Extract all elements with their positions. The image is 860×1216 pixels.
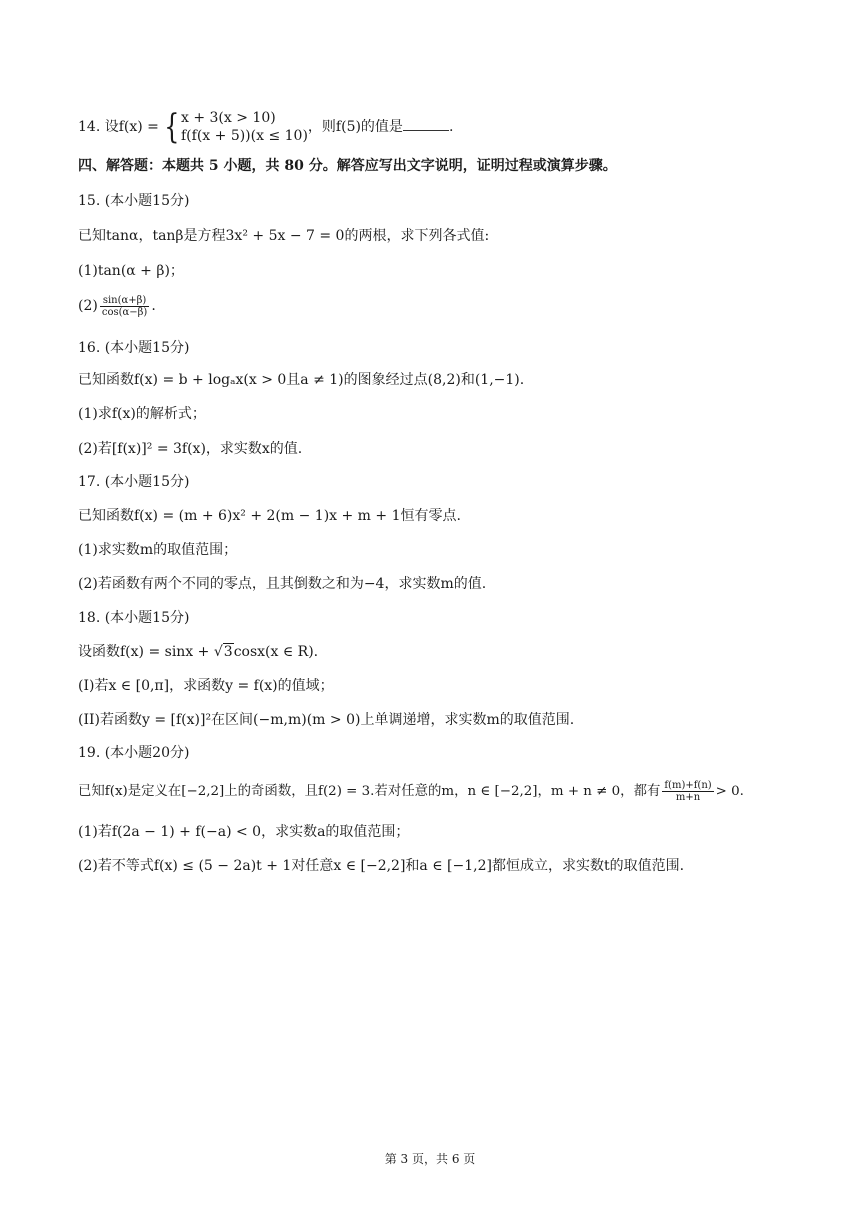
q19-header: 19. (本小题20分): [78, 745, 190, 761]
q14-prefix: 14. 设f(x) =: [78, 119, 164, 135]
q19-stem-suffix: > 0.: [715, 784, 744, 799]
q18-stem-suffix: cosx(x ∈ R).: [233, 644, 319, 660]
q14-end: .: [448, 119, 454, 135]
q15-stem: 已知tanα，tanβ是方程3x² + 5x − 7 = 0的两根，求下列各式值:: [78, 228, 490, 244]
q17-stem: 已知函数f(x) = (m + 6)x² + 2(m − 1)x + m + 1恒有零点.: [78, 508, 461, 524]
piecewise-case-1: x + 3(x > 10): [181, 110, 276, 126]
sqrt-radicand: 3: [223, 644, 233, 660]
q14-suffix: ，则f(5)的值是: [307, 119, 403, 135]
q19-stem: [78, 778, 744, 806]
fraction-numerator: f(m)+f(n): [664, 780, 712, 791]
q15-part-2-suffix: .: [151, 298, 156, 314]
q16-part-2: (2)若[f(x)]² = 3f(x)，求实数x的值.: [78, 441, 303, 457]
page-footer: 第 3 页，共 6 页: [384, 1152, 476, 1166]
section-heading: 四、解答题：本题共 5 小题，共 80 分。解答应写出文字说明，证明过程或演算步骤。: [78, 158, 617, 174]
piecewise-case-2: f(f(x + 5))(x ≤ 10): [181, 128, 308, 144]
q16-stem: 已知函数f(x) = b + logₐx(x > 0且a ≠ 1)的图象经过点(8,2)和(1,−1).: [78, 372, 525, 388]
q18-part-1: (I)若x ∈ [0,π]，求函数y = f(x)的值域；: [78, 678, 334, 694]
answer-blank: [403, 116, 449, 131]
q19-part-1: (1)若f(2a − 1) + f(−a) < 0，求实数a的取值范围；: [78, 824, 410, 840]
q16-part-1: (1)求f(x)的解析式；: [78, 406, 206, 422]
q16-header: 16. (本小题15分): [78, 340, 190, 356]
q18-header: 18. (本小题15分): [78, 610, 190, 626]
piecewise-cases: [181, 109, 308, 145]
q17-part-1: (1)求实数m的取值范围；: [78, 542, 238, 558]
q15-part-2-prefix: (2): [78, 298, 98, 314]
q18-part-2: (II)若函数y = [f(x)]²在区间(−m,m)(m > 0)上单调递增，求实数m的取值范围.: [78, 712, 575, 728]
q19-stem-prefix: 已知f(x)是定义在[−2,2]上的奇函数，且f(2) = 3.若对任意的m，n ∈ [−2,2]，m + n ≠ 0，都有: [78, 784, 661, 799]
q15-header: 15. (本小题15分): [78, 193, 190, 209]
q15-part-1: (1)tan(α + β)；: [78, 263, 184, 279]
q15-fraction: [100, 295, 149, 318]
fraction-denominator: cos(α−β): [101, 306, 148, 318]
fraction-numerator: sin(α+β): [100, 295, 149, 307]
q17-header: 17. (本小题15分): [78, 474, 190, 490]
piecewise-brace: {: [164, 107, 180, 147]
fraction-denominator: m+n: [675, 792, 701, 803]
sqrt-symbol: √3: [213, 644, 233, 660]
q15-part-2: [78, 292, 156, 320]
q18-stem: [78, 642, 318, 662]
question-14: [78, 108, 453, 146]
q18-stem-prefix: 设函数f(x) = sinx +: [78, 644, 214, 660]
q17-part-2: (2)若函数有两个不同的零点，且其倒数之和为−4，求实数m的值.: [78, 576, 487, 592]
q19-fraction: [662, 780, 713, 803]
q19-part-2: (2)若不等式f(x) ≤ (5 − 2a)t + 1对任意x ∈ [−2,2]和a ∈ [−1,2]都恒成立，求实数t的取值范围.: [78, 858, 685, 874]
